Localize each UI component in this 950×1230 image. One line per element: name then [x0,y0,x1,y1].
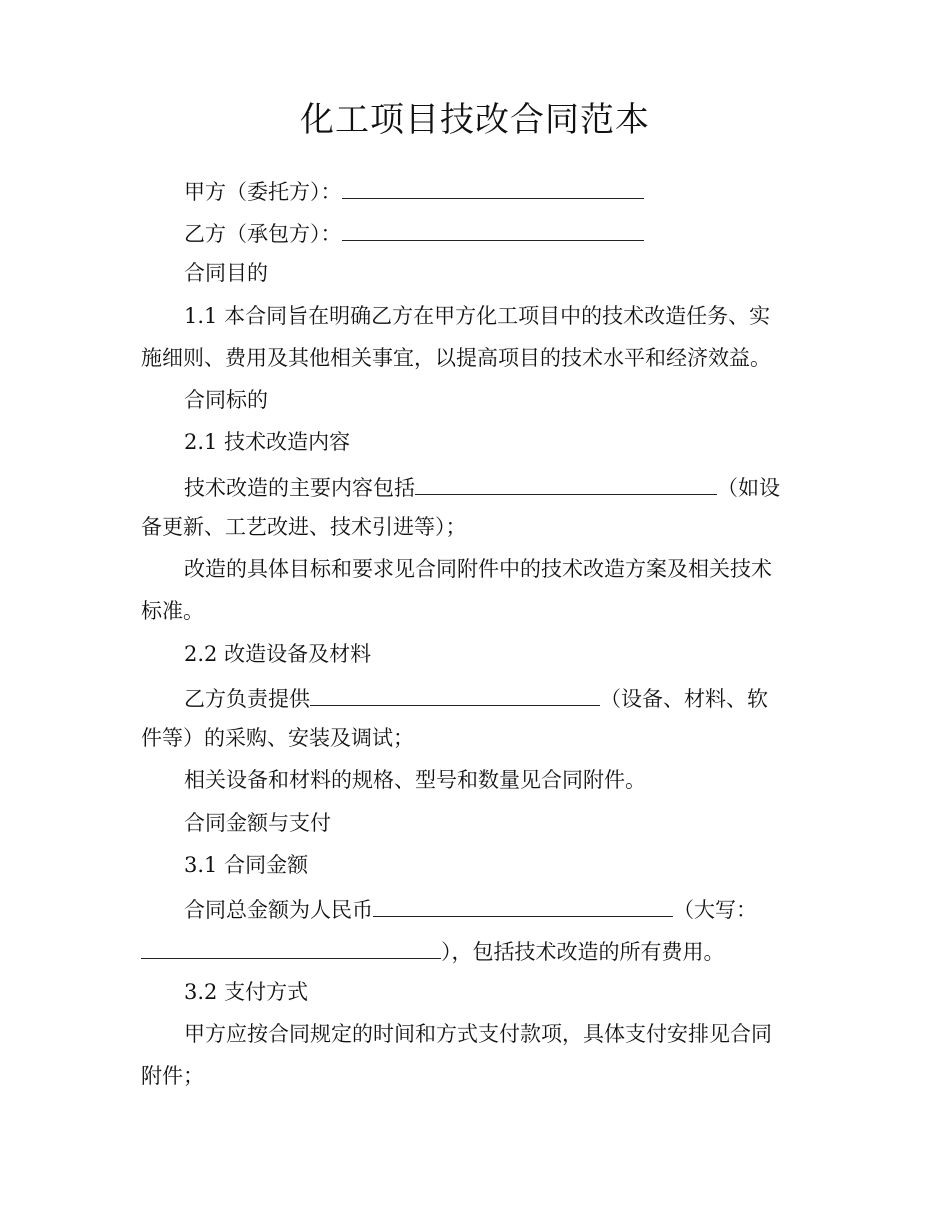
clause-3-2-text-cont: 附件； [141,1064,204,1088]
document-title: 化工项目技改合同范本 [300,100,650,140]
section-heading-amount: 合同金额与支付 [184,811,331,835]
clause-2-1-goal-cont: 标准。 [141,599,204,623]
clause-2-2-supply-cont: 件等）的采购、安装及调试； [141,726,414,750]
clause-2-2-heading: 2.2 改造设备及材料 [184,642,372,666]
clause-3-2-text: 甲方应按合同规定的时间和方式支付款项，具体支付安排见合同 [184,1022,772,1046]
clause-3-2-heading: 3.2 支付方式 [184,980,309,1004]
clause-1-1-text-cont: 施细则、费用及其他相关事宜，以提高项目的技术水平和经济效益。 [141,346,771,370]
amount-uppercase-blank [141,934,441,959]
party-b-label: 乙方（承包方）： [184,222,342,246]
clause-2-1-content-line [184,470,780,503]
clause-3-1-heading: 3.1 合同金额 [184,853,309,877]
clause-2-1-content-cont: 备更新、工艺改进、技术引进等）； [141,515,467,539]
party-a-line [184,174,644,207]
clause-3-1-amount-label: 合同总金额为人民币 [184,898,373,922]
clause-3-1-amount-suffix: （大写： [673,898,757,922]
party-a-blank [342,174,644,199]
clause-2-2-spec-text: 相关设备和材料的规格、型号和数量见合同附件。 [184,768,646,792]
party-a-label: 甲方（委托方）： [184,180,342,204]
clause-2-1-goal-text: 改造的具体目标和要求见合同附件中的技术改造方案及相关技术 [184,557,772,581]
section-heading-subject: 合同标的 [184,388,268,412]
clause-2-1-heading: 2.1 技术改造内容 [184,430,351,454]
clause-2-1-content-suffix: （如设 [717,476,780,500]
clause-3-1-amount-cont [141,934,725,967]
section-heading-purpose: 合同目的 [184,261,268,285]
amount-blank [373,892,673,917]
clause-2-1-content-label: 技术改造的主要内容包括 [184,476,415,500]
party-b-blank [342,216,644,241]
clause-3-1-amount-cont-text: ），包括技术改造的所有费用。 [441,940,725,964]
party-b-line [184,216,644,249]
clause-2-2-supply-label: 乙方负责提供 [184,687,310,711]
supply-blank [310,681,600,706]
clause-2-2-supply-line [184,681,768,714]
content-blank [415,470,717,495]
clause-1-1-text: 1.1 本合同旨在明确乙方在甲方化工项目中的技术改造任务、实 [184,304,771,328]
clause-2-2-supply-suffix: （设备、材料、软 [600,687,768,711]
clause-3-1-amount-line [184,892,757,925]
